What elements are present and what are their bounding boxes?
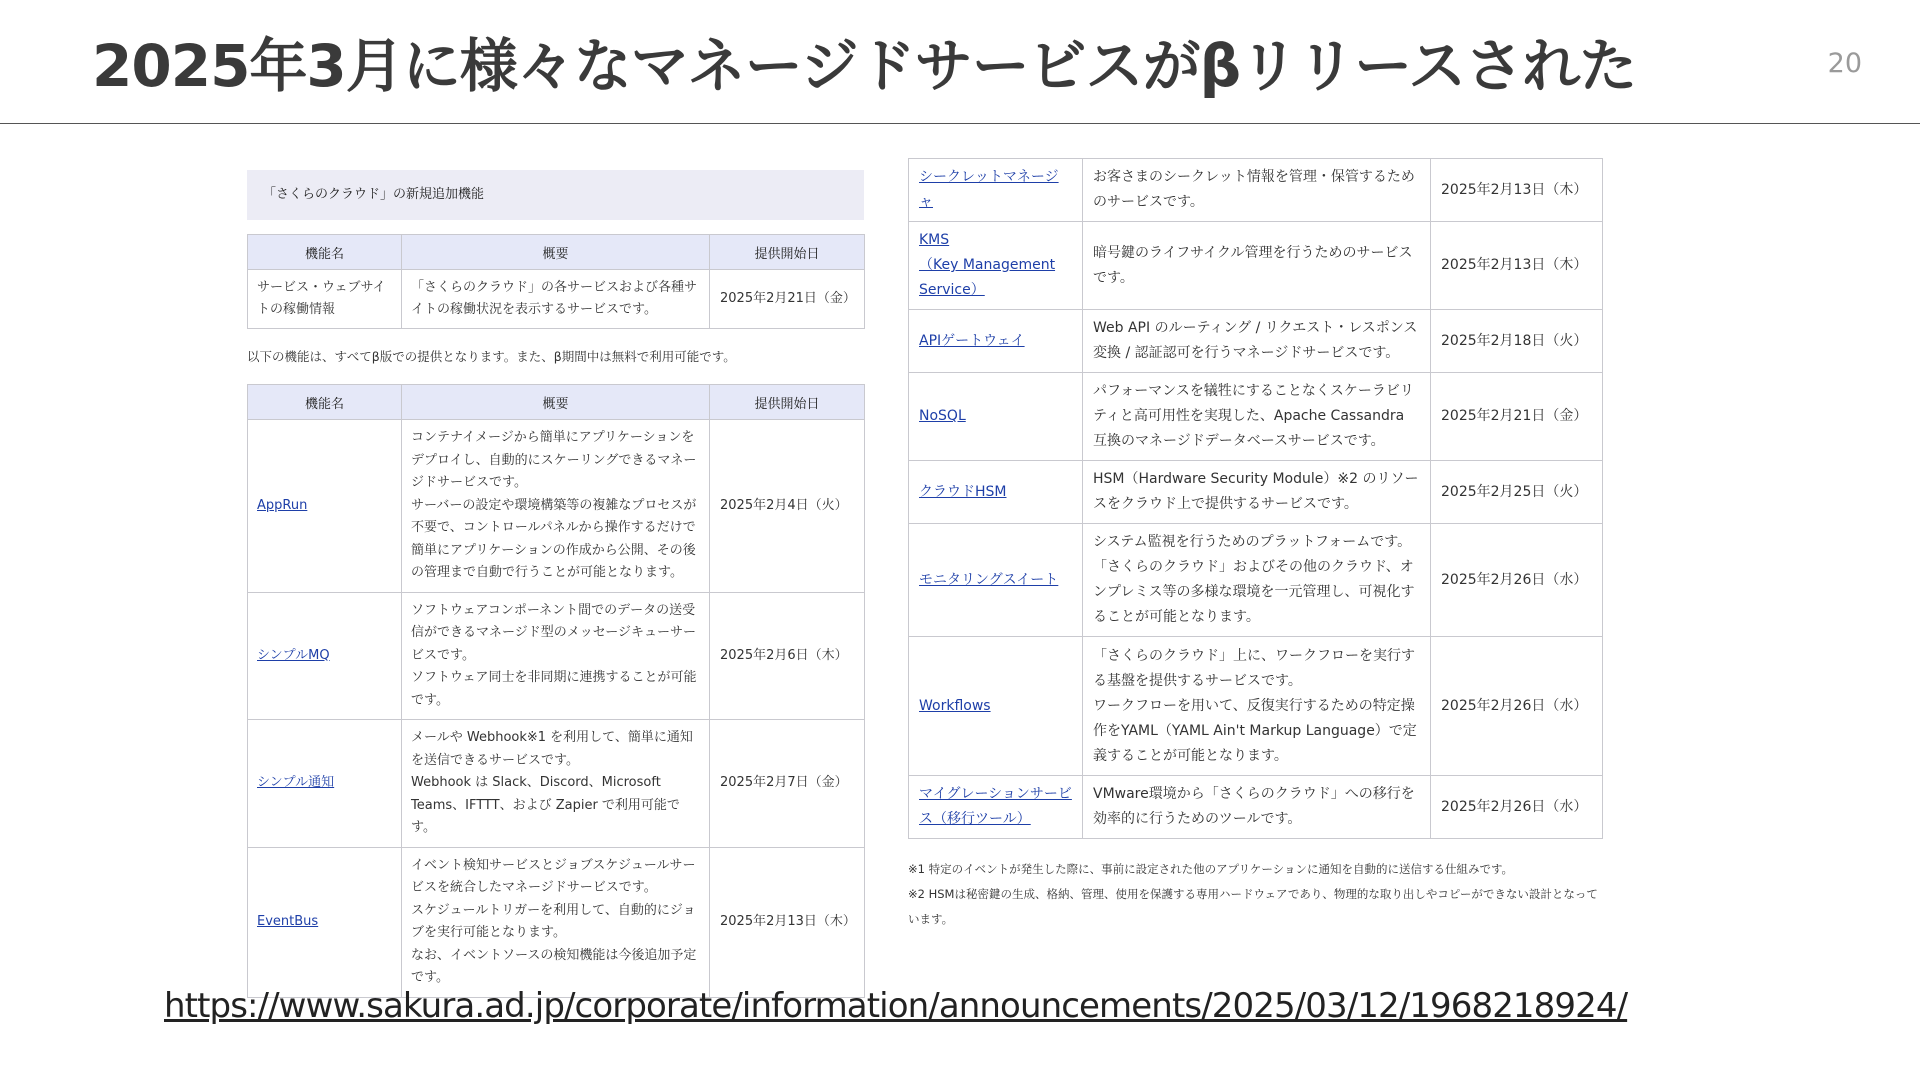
footnote-2: ※2 HSMは秘密鍵の生成、格納、管理、使用を保護する専用ハードウェアであり、物理的な取り出しやコピーができない設計となっています。 [908,887,1598,926]
feature-name-link[interactable] [248,720,402,848]
feature-name-link[interactable] [248,592,402,720]
header-date: 提供開始日 [710,385,865,420]
migration-service-link[interactable]: マイグレーションサービス（移行ツール） [919,786,1072,827]
feature-date: 2025年2月26日（水） [1431,776,1603,839]
table-row [248,720,865,848]
left-screenshot-panel [247,170,864,985]
feature-summary: VMware環境から「さくらのクラウド」への移行を効率的に行うためのツールです。 [1083,776,1431,839]
header-name: 機能名 [248,235,402,270]
title-divider [0,123,1920,124]
section-title: 「さくらのクラウド」の新規追加機能 [247,170,864,220]
feature-summary: システム監視を行うためのプラットフォームです。 「さくらのクラウド」およびその他のクラウド、オンプレミス等の多様な環境を一元管理し、可視化することが可能となります。 [1083,524,1431,637]
feature-date: 2025年2月21日（金） [710,270,865,329]
feature-summary: コンテナイメージから簡単にアプリケーションをデプロイし、自動的にスケーリングできるマネージドサービスです。 サーバーの設定や環境構築等の複雑なプロセスが不要で、コントロールパネルから操作するだけで簡単にアプリケーションの作成から公開、その後の管理まで自動で行うことが可能となります。 [402,420,710,593]
simple-notification-link[interactable]: シンプル通知 [257,775,335,791]
feature-name-link[interactable] [909,461,1083,524]
feature-name-link[interactable] [909,776,1083,839]
feature-date: 2025年2月18日（火） [1431,310,1603,373]
slide-title: 2025年3月に様々なマネージドサービスがβリリースされた [92,32,1637,100]
feature-summary: Web API のルーティング / リクエスト・レスポンス変換 / 認証認可を行うマネージドサービスです。 [1083,310,1431,373]
source-url-link[interactable]: https://www.sakura.ad.jp/corporate/information/announcements/2025/03/12/1968218924/ [164,986,1628,1026]
feature-date: 2025年2月26日（水） [1431,637,1603,776]
cloud-hsm-link[interactable]: クラウドHSM [919,483,1007,500]
feature-summary: 「さくらのクラウド」上に、ワークフローを実行する基盤を提供するサービスです。 ワークフローを用いて、反復実行するための特定操作をYAML（YAML Ain't Markup Language）で定義することが可能となります。 [1083,637,1431,776]
feature-name-link[interactable] [909,310,1083,373]
table-row [909,637,1603,776]
header-summary: 概要 [402,385,710,420]
right-screenshot-panel [908,158,1602,944]
table-row [909,222,1603,310]
feature-name-link[interactable] [909,637,1083,776]
feature-name-link[interactable] [909,524,1083,637]
feature-date: 2025年2月25日（火） [1431,461,1603,524]
footnote-1: ※1 特定のイベントが発生した際に、事前に設定された他のアプリケーションに通知を自動的に送信する仕組みです。 [908,862,1514,876]
feature-name-link[interactable] [248,847,402,997]
feature-date: 2025年2月13日（木） [1431,222,1603,310]
feature-date: 2025年2月7日（金） [710,720,865,848]
feature-date: 2025年2月26日（水） [1431,524,1603,637]
table-row [909,461,1603,524]
feature-summary: 「さくらのクラウド」の各サービスおよび各種サイトの稼働状況を表示するサービスです。 [402,270,710,329]
feature-name-link[interactable] [909,222,1083,310]
table-row [909,373,1603,461]
feature-name-link[interactable] [909,159,1083,222]
header-summary: 概要 [402,235,710,270]
features-table-beta [247,384,865,998]
workflows-link[interactable]: Workflows [919,697,991,714]
table-header-row [248,385,865,420]
feature-date: 2025年2月13日（木） [1431,159,1603,222]
nosql-link[interactable]: NoSQL [919,408,966,424]
footnotes [908,857,1602,932]
page-number: 20 [1827,48,1862,79]
feature-date: 2025年2月4日（火） [710,420,865,593]
monitoring-suite-link[interactable]: モニタリングスイート [919,571,1059,588]
table-row [248,270,865,329]
table-row [909,159,1603,222]
feature-summary: 暗号鍵のライフサイクル管理を行うためのサービスです。 [1083,222,1431,310]
kms-link[interactable]: KMS （Key Management Service） [919,232,1056,298]
features-table-continued [908,158,1603,839]
feature-name: サービス・ウェブサイトの稼働情報 [248,270,402,329]
header-name: 機能名 [248,385,402,420]
feature-name-link[interactable] [248,420,402,593]
table-header-row [248,235,865,270]
feature-summary: パフォーマンスを犠牲にすることなくスケーラビリティと高可用性を実現した、Apache Cassandra 互換のマネージドデータベースサービスです。 [1083,373,1431,461]
feature-date: 2025年2月13日（木） [710,847,865,997]
table-row [909,524,1603,637]
table-row [248,847,865,997]
table-row [909,310,1603,373]
feature-summary: メールや Webhook※1 を利用して、簡単に通知を送信できるサービスです。 Webhook は Slack、Discord、Microsoft Teams、IFTTT、および Zapier で利用可能です。 [402,720,710,848]
eventbus-link[interactable]: EventBus [257,914,319,929]
simple-mq-link[interactable]: シンプルMQ [257,647,330,663]
feature-date: 2025年2月21日（金） [1431,373,1603,461]
feature-summary: イベント検知サービスとジョブスケジュールサービスを統合したマネージドサービスです。 スケジュールトリガーを利用して、自動的にジョブを実行可能となります。 なお、イベントソースの検知機能は今後追加予定です。 [402,847,710,997]
feature-summary: ソフトウェアコンポーネント間でのデータの送受信ができるマネージド型のメッセージキューサービスです。 ソフトウェア同士を非同期に連携することが可能です。 [402,592,710,720]
feature-name-link[interactable] [909,373,1083,461]
features-table-general [247,234,865,329]
table-row [248,592,865,720]
secret-manager-link[interactable]: シークレットマネージャ [919,169,1059,210]
apprun-link[interactable]: AppRun [257,497,308,513]
api-gateway-link[interactable]: APIゲートウェイ [919,332,1025,349]
feature-date: 2025年2月6日（木） [710,592,865,720]
table-row [909,776,1603,839]
feature-summary: HSM（Hardware Security Module）※2 のリソースをクラウド上で提供するサービスです。 [1083,461,1431,524]
feature-summary: お客さまのシークレット情報を管理・保管するためのサービスです。 [1083,159,1431,222]
beta-note: 以下の機能は、すべてβ版での提供となります。また、β期間中は無料で利用可能です。 [247,349,736,364]
table-row [248,420,865,593]
header-date: 提供開始日 [710,235,865,270]
